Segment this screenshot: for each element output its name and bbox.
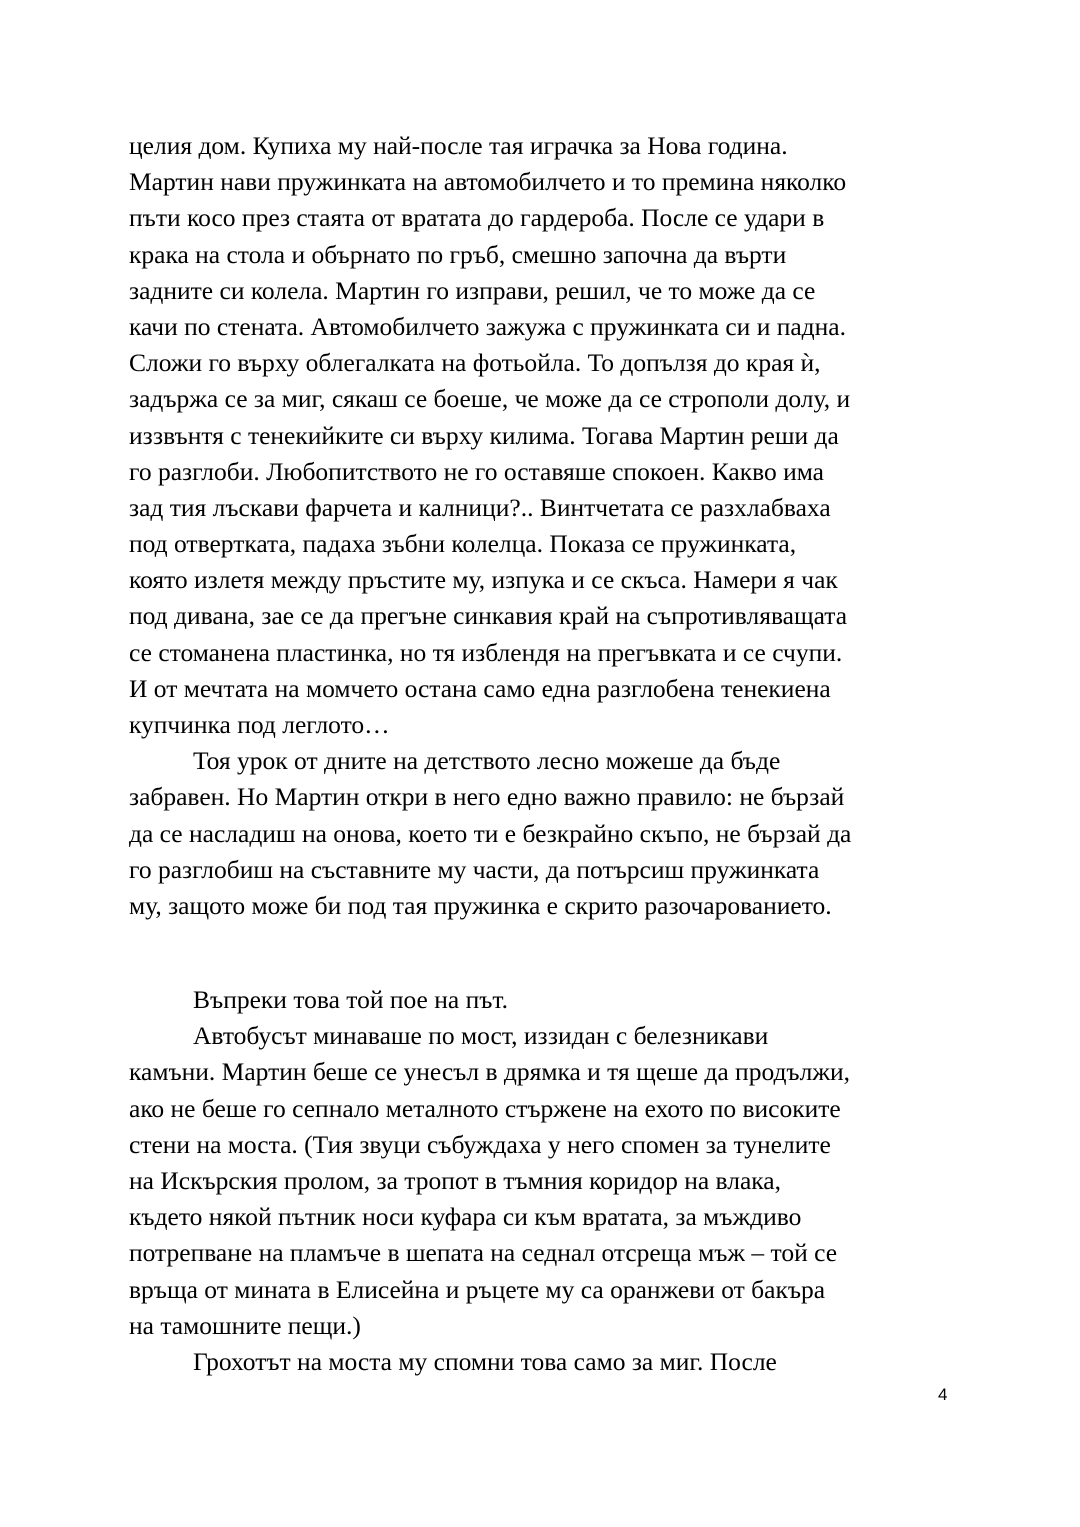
text-line: под отвертката, падаха зъбни колелца. Показа се пружинката, bbox=[129, 529, 797, 559]
text-line: се стоманена пластинка, но тя изблендя на прегъвката и се счупи. bbox=[129, 637, 843, 667]
text-line: И от мечтата на момчето остана само една разглобена тенекиена bbox=[129, 673, 831, 703]
text-line: на Искърския пролом, за тропот в тъмния коридор на влака, bbox=[129, 1165, 781, 1195]
text-line: му, защото може би под тая пружинка е скрито разочарованието. bbox=[129, 890, 832, 920]
text-line: камъни. Мартин беше се унесъл в дрямка и тя щеше да продължи, bbox=[129, 1057, 850, 1087]
page-number: 4 bbox=[938, 1385, 948, 1404]
text-line: целия дом. Купиха му най-после тая играчка за Нова година. bbox=[129, 131, 788, 160]
text-line: задните си колела. Мартин го изправи, решил, че то може да се bbox=[129, 275, 816, 305]
text-line: Мартин нави пружинката на автомобилчето и то премина няколко bbox=[129, 167, 847, 197]
text-line: под дивана, зае се да прегъне синкавия край на съпротивляващата bbox=[129, 601, 848, 631]
text-line: потрепване на пламъче в шепата на седнал отсреща мъж – той се bbox=[129, 1238, 838, 1268]
text-line: зад тия лъскави фарчета и калници?.. Винтчетата се разхлабваха bbox=[129, 492, 831, 522]
text-line: задържа се за миг, сякаш се боеше, че може да се строполи долу, и bbox=[129, 384, 851, 414]
text-line: да се насладиш на онова, което ти е безкрайно скъпо, не бързай да bbox=[129, 818, 852, 848]
text-line: качи по стената. Автомобилчето зажужа с пружинката си и падна. bbox=[129, 311, 846, 341]
text-block-2 bbox=[129, 982, 959, 1380]
text-line: Сложи го върху облегалката на фотьойла. То допълзя до края ѝ, bbox=[129, 348, 821, 378]
text-line: където някой пътник носи куфара си към вратата, за мъждиво bbox=[129, 1202, 802, 1232]
text-line: иззвънтя с тенекийките си върху килима. Тогава Мартин реши да bbox=[129, 420, 839, 450]
text-line: която излетя между пръстите му, изпука и се скъса. Намери я чак bbox=[129, 565, 838, 595]
text-line-indented: Въпреки това той пое на път. bbox=[193, 985, 509, 1014]
text-line: ако не беше го сепнало металното стържене на ехото по високите bbox=[129, 1093, 841, 1123]
text-line-indented: Автобусът минаваше по мост, иззидан с белезникави bbox=[193, 1021, 769, 1051]
text-line: стени на моста. (Тия звуци събуждаха у него спомен за тунелите bbox=[129, 1129, 831, 1159]
text-line: купчинка под леглото… bbox=[129, 710, 390, 739]
text-line-indented: Грохотът на моста му спомни това само за миг. После bbox=[193, 1346, 777, 1376]
text-line: го разглобиш на съставните му части, да потърсиш пружинката bbox=[129, 854, 820, 884]
text-line: връща от мината в Елисейна и ръцете му са оранжеви от бакъра bbox=[129, 1274, 826, 1304]
text-line: го разглоби. Любопитството не го оставяше спокоен. Какво има bbox=[129, 456, 824, 486]
text-block-1 bbox=[129, 128, 959, 924]
text-line: забравен. Но Мартин откри в него едно важно правило: не бързай bbox=[129, 782, 845, 812]
text-line: крака на стола и обърнато по гръб, смешно започна да върти bbox=[129, 239, 787, 269]
text-line: пъти косо през стаята от вратата до гардероба. После се удари в bbox=[129, 203, 825, 233]
text-line-indented: Тоя урок от дните на детството лесно можеше да бъде bbox=[193, 746, 781, 776]
text-line: на тамошните пещи.) bbox=[129, 1310, 361, 1340]
